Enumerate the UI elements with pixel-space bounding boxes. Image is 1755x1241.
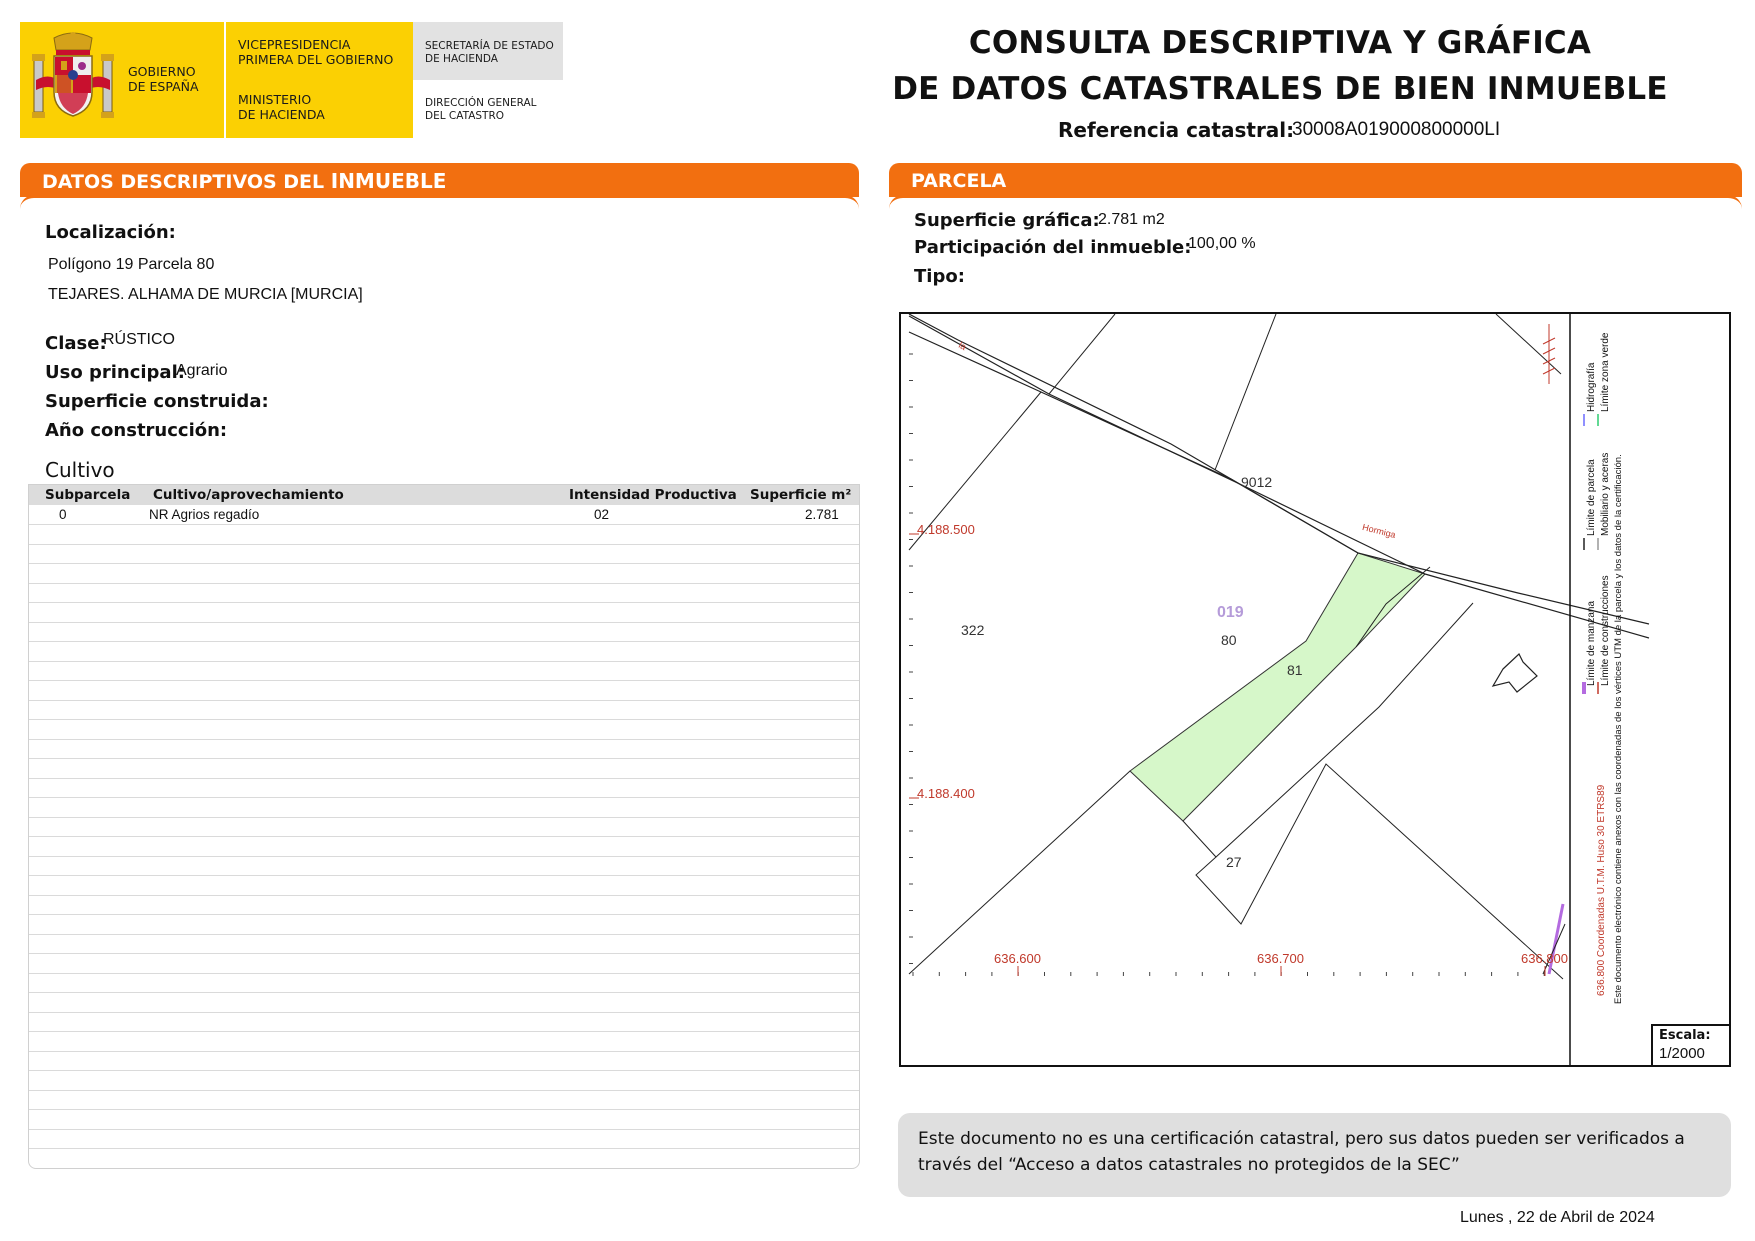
parcela-header-text: PARCELA [911, 170, 1007, 192]
col-subparcela: Subparcela [45, 487, 131, 503]
table-rule-line [29, 641, 859, 642]
table-rule-line [29, 973, 859, 974]
participacion-value: 100,00 % [1188, 235, 1256, 252]
axis-ticks [909, 354, 1545, 976]
page-title: CONSULTA DESCRIPTIVA Y GRÁFICA DE DATOS CATASTRALES DE BIEN INMUEBLE [892, 25, 1668, 107]
polygon-number-label: 019 [1217, 604, 1244, 621]
road-edge-mid [909, 332, 1358, 553]
col-superficie: Superficie m² [750, 487, 852, 503]
parcel-27-label: 27 [1226, 854, 1242, 870]
table-rule-line [29, 934, 859, 935]
legend-utm: 636.800 Coordenadas U.T.M. Huso 30 ETRS89 [1596, 784, 1607, 996]
vice-presidency: VICEPRESIDENCIA PRIMERA DEL GOBIERNO [238, 37, 394, 67]
table-rule-line [29, 583, 859, 584]
ministry-name: MINISTERIO DE HACIENDA [238, 92, 325, 122]
boundary-line [1543, 924, 1565, 974]
reference-label: Referencia catastral: [1058, 118, 1295, 142]
boundary-line [909, 771, 1130, 974]
table-rule-line [29, 875, 859, 876]
table-rule-line [29, 700, 859, 701]
table-rule-line [29, 1090, 859, 1091]
logo-separator [224, 22, 226, 138]
road-edge-lower [909, 316, 1649, 638]
table-rule-line [29, 1070, 859, 1071]
clase-value: RÚSTICO [103, 331, 175, 348]
descriptive-section-header [20, 163, 859, 197]
table-rule-line [29, 914, 859, 915]
table-rule-line [29, 1148, 859, 1149]
road-id-label: 9012 [1241, 474, 1273, 490]
participacion-label: Participación del inmueble: [914, 237, 1192, 258]
table-rule-line [29, 953, 859, 954]
gov-name: GOBIERNO DE ESPAÑA [128, 64, 199, 94]
uso-value: Agrario [176, 362, 228, 379]
table-rule-line [29, 992, 859, 993]
building-shape [1493, 654, 1537, 692]
table-rule-line [29, 895, 859, 896]
table-rule-line [29, 544, 859, 545]
coord-y1-label: 4.188.500 [917, 522, 975, 537]
coat-of-arms-icon [30, 30, 116, 126]
location-line2: TEJARES. ALHAMA DE MURCIA [MURCIA] [48, 286, 363, 303]
descriptive-header-bold: INMUEBLE [330, 169, 447, 193]
document-date: Lunes , 22 de Abril de 2024 [1460, 1209, 1655, 1226]
table-rule-line [29, 719, 859, 720]
scale-label: Escala: [1659, 1028, 1711, 1043]
table-rule-line [29, 836, 859, 837]
table-rule-line [29, 622, 859, 623]
table-rule-line [29, 1031, 859, 1032]
boundary-line [1049, 314, 1115, 394]
parcel-322-label: 322 [961, 622, 985, 638]
cultivo-title: Cultivo [45, 458, 115, 482]
legend-hidrografia: Hidrografía [1586, 362, 1597, 412]
table-rule-line [29, 563, 859, 564]
row-subparcela: 0 [59, 507, 67, 522]
coord-y2-label: 4.188.400 [917, 786, 975, 801]
scale-value: 1/2000 [1659, 1045, 1705, 1062]
cultivo-table [28, 484, 860, 1169]
parcel-80-shape [1130, 553, 1425, 821]
row-intensidad: 02 [594, 507, 610, 522]
location-label: Localización: [45, 222, 176, 243]
secretary-name: SECRETARÍA DE ESTADO DE HACIENDA [425, 40, 554, 65]
legend-mobiliario: Mobiliario y aceras [1600, 452, 1611, 536]
anio-construccion-label: Año construcción: [45, 420, 228, 441]
legend-construcciones: Límite de construcciones [1600, 575, 1611, 686]
reference-value: 30008A019000800000LI [1292, 119, 1501, 140]
row-superficie: 2.781 [805, 507, 839, 522]
boundary-line [1196, 764, 1563, 979]
parcel-80-label: 80 [1221, 632, 1237, 648]
legend-parcela: Límite de parcela [1586, 459, 1597, 536]
superficie-grafica-value: 2.781 m2 [1098, 211, 1165, 228]
north-arrow-icon [1543, 324, 1555, 384]
tipo-label: Tipo: [914, 266, 965, 287]
boundary-line [1215, 314, 1276, 470]
table-rule-line [29, 817, 859, 818]
road-edge-upper [909, 314, 1649, 624]
road-name-label: Hormiga [1361, 522, 1397, 540]
superficie-construida-label: Superficie construida: [45, 391, 269, 412]
table-rule-line [29, 739, 859, 740]
table-rule-line [29, 758, 859, 759]
col-cultivo: Cultivo/aprovechamiento [153, 487, 344, 503]
table-rule-line [29, 1129, 859, 1130]
location-line1: Polígono 19 Parcela 80 [48, 256, 215, 273]
legend-manzana: Límite de manzana [1586, 600, 1597, 686]
table-rule-line [29, 1051, 859, 1052]
parcel-81-label: 81 [1287, 662, 1303, 678]
descriptive-section-curve [20, 195, 859, 209]
table-rule-line [29, 524, 859, 525]
superficie-grafica-label: Superficie gráfica: [914, 210, 1100, 231]
clase-label: Clase: [45, 333, 107, 354]
disclaimer-box [898, 1113, 1731, 1197]
disclaimer-text: Este documento no es una certificación catastral, pero sus datos pueden ser verificados a través del “Acceso a datos catastrales no protegidos de la SEC” [918, 1129, 1685, 1175]
coord-x2-label: 636.700 [1257, 951, 1304, 966]
table-rule-line [29, 602, 859, 603]
descriptive-header-main: DATOS DESCRIPTIVOS DEL [42, 171, 331, 193]
parcela-section-curve [889, 195, 1742, 209]
table-rule-line [29, 778, 859, 779]
scale-box [1651, 1024, 1731, 1067]
table-rule-line [29, 661, 859, 662]
legend-zona-verde: Límite zona verde [1600, 332, 1611, 412]
road-label-top: la [957, 339, 968, 353]
uso-label: Uso principal: [45, 362, 185, 383]
table-rule-line [29, 1012, 859, 1013]
cadastral-map [899, 312, 1731, 1067]
col-intensidad: Intensidad Productiva [569, 487, 737, 503]
table-rule-line [29, 1109, 859, 1110]
table-rule-line [29, 856, 859, 857]
parcela-section-header [889, 163, 1742, 197]
coord-x3-label: 636.800 [1521, 951, 1568, 966]
boundary-line [1496, 314, 1561, 374]
table-rule-line [29, 797, 859, 798]
row-cultivo: NR Agrios regadío [149, 507, 260, 522]
directorate-name: DIRECCIÓN GENERAL DEL CATASTRO [425, 97, 537, 122]
legend-note: Este documento electrónico contiene anexos con las coordenadas de los vértices UTM de la parcela y los datos de la certificación. [1613, 454, 1624, 1004]
table-rule-line [29, 680, 859, 681]
coord-x1-label: 636.600 [994, 951, 1041, 966]
